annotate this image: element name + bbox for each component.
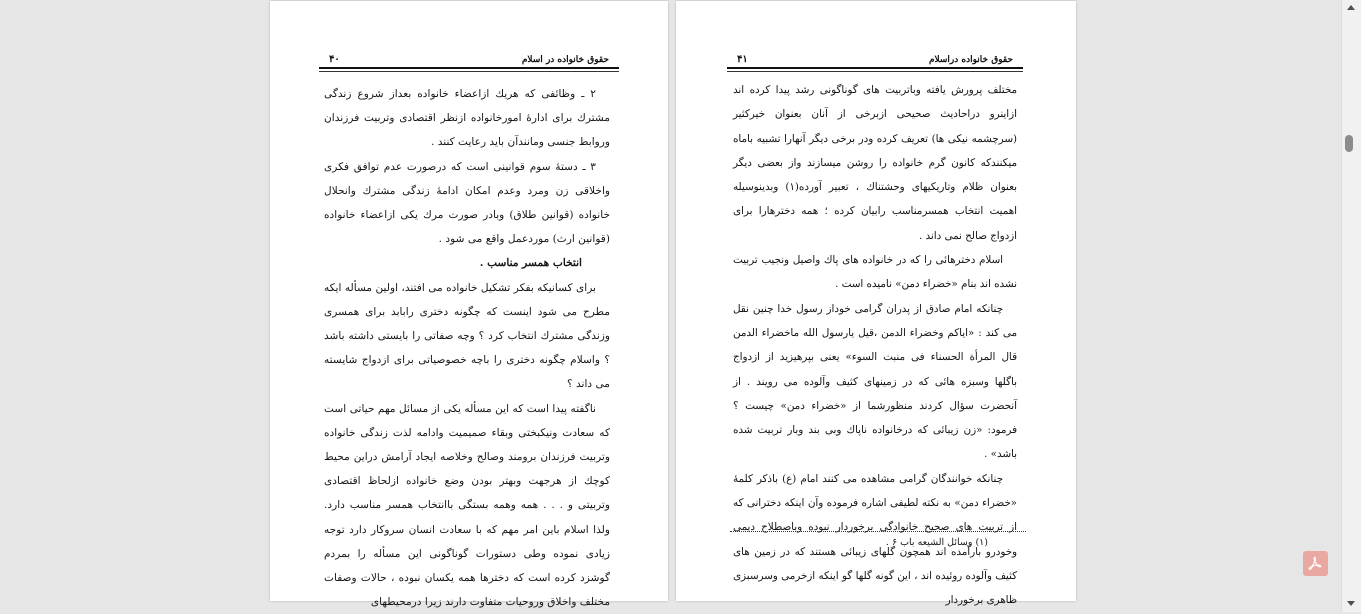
paragraph: ناگفته پیدا است که این مسأله یکی از مسائل مهم حیاتی است که سعادت ونیکبختی وبقاء صمیمیت وادامه لذت زندگی خانواده وتربیت فرزندان برومند وصالح وخلاصه ایجاد آرامش دراین محیط کوچك از هرجهت وبهتر بودن وضع خانواده ازلحاظ اقتصادی وتربیتی و . . . همه وهمه بستگی باانتخاب همسر مناسب دارد. ولذا اسلام باین امر مهم که با سعادت انسان سروکار دارد توجه زیادی نموده وطی دستورات گوناگونی این مسأله را بمردم گوشزد کرده است که دخترها همه یکسان نبوده ، حالات وصفات مختلف واخلاق وروحیات متفاوت دارند زیرا درمحیطهای	[324, 402, 610, 609]
page-header	[727, 53, 1023, 69]
paragraph: ۲ ـ وظائفی که هریك ازاعضاء خانواده بعداز شروع زندگی مشترك برای ادارهٔ امورخانواده ازنظر اقتصادی وتربیت فرزندان وروابط جنسی ومانندآن باید رعایت کنند .	[324, 88, 610, 149]
page-41	[676, 1, 1076, 607]
pdf-button[interactable]	[1303, 551, 1328, 576]
scrollbar-thumb[interactable]	[1345, 135, 1353, 152]
page-40	[270, 1, 668, 609]
paragraph: ۳ ـ دستهٔ سوم قوانینی است که درصورت عدم توافق فکری واخلاقی زن ومرد وعدم امکان ادامهٔ زندگی مشترك وانحلال خانواده (قوانین طلاق) وبادر صورت مرك یکی ازاعضاء خانواده (قوانین ارث) موردعمل واقع می شود .	[324, 160, 610, 246]
page-number: ۴۰	[329, 54, 340, 65]
header-title: حقوق خانواده دراسلام	[928, 55, 1013, 65]
section-heading: انتخاب همسر مناسب .	[479, 257, 582, 270]
scroll-down-icon[interactable]	[1347, 601, 1355, 606]
vertical-scrollbar[interactable]	[1341, 0, 1361, 612]
footnote: (۱) وسائل الشیعه باب ۶ .	[885, 537, 988, 548]
footnote-divider	[730, 531, 1026, 532]
page-header	[319, 53, 619, 69]
paragraph: مختلف پرورش یافته وباتربیت های گوناگونی رشد پیدا کرده اند ازاینرو دراحادیث صحیحی ازبرخی از آنان بعنوان خیرکثیر (سرچشمه نیکی ها) تعریف کرده ودر برخی دیگر آنهارا تشبیه باماه میکنندکه کانون گرم خانواده را روشن میسازند واز بعضی دیگر بعنوان ظلام وتاریکیهای وحشتناك ، تعبیر آورده(۱) وبدینوسیله اهمیت انتخاب همسرمناسب رابیان کرده ؛ همه دخترهارا برای ازدواج صالح نمی داند .	[733, 84, 1017, 242]
page-number: ۴۱	[737, 54, 748, 65]
paragraph: اسلام دخترهائی را که در خانواده های پاك واصیل ونجیب تربیت نشده اند بنام «خضراء دمن» نامیده است .	[733, 254, 1017, 291]
paragraph: برای کسانیکه بفکر تشکیل خانواده می افتند، اولین مسأله ایکه مطرح می شود اینست که چگونه دختری رابابد برای همسری وزندگی مشترك انتخاب کرد ؟ وچه صفاتی را بایستی داشته باشد ؟ واسلام چگونه دختری را باچه خصوصیاتی برای ازدواج شایسته می داند ؟	[324, 281, 610, 391]
paragraph: چنانکه امام صادق از پدران گرامی خوداز رسول خدا چنین نقل می کند : «ایاکم وخضراء الدمن ،قیل یارسول الله ماخضراء الدمن قال المرأة الحسناء فی منبت السوء» یعنی بپرهیزید از ازدواج باگلها وسبزه هائی که در زمینهای کثیف وآلوده می رویند . از آنحضرت سؤال کردند منظورشما از «خضراء دمن» چیست ؟ فرمود: «زن زیبائی که درخانواده ناپاك وبی بند وبار تربیت شده باشد» .	[733, 302, 1017, 461]
scroll-up-icon[interactable]	[1347, 5, 1355, 10]
paragraph: چنانکه خوانندگان گرامی مشاهده می کنند امام (ع) باذکر کلمهٔ «خضراء دمن» به نکته لطیفی اشاره فرموده وآن اینکه دخترانی که از تربیت های صحیح خانوادگی برخوردار نبوده وباصطلاح دیمی وخودرو بارآمده اند همچون گلهای زیبائی هستند که در زمین های کثیف وآلوده روئیده اند ، این گونه گلها گو اینکه ازخرمی وسرسبزی ظاهری برخوردار	[733, 472, 1017, 607]
page-body	[733, 78, 1017, 613]
header-title: حقوق خانواده در اسلام	[521, 55, 609, 65]
pdf-icon	[1307, 555, 1324, 572]
page-body	[324, 82, 610, 614]
